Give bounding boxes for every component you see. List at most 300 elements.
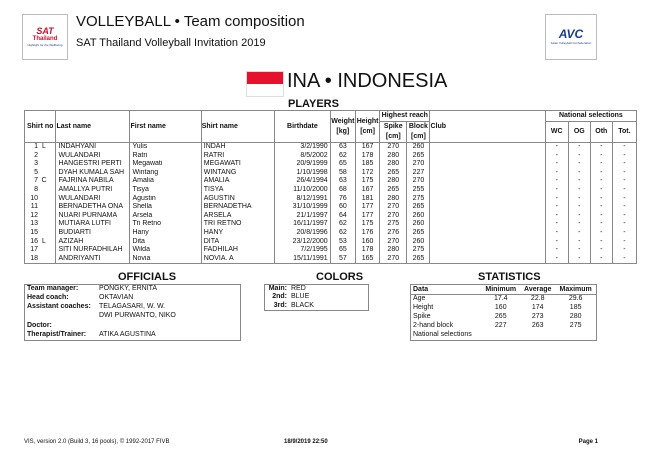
color-value: RED <box>291 285 306 292</box>
color-value: BLUE <box>291 293 310 301</box>
player-weight: 62 <box>330 152 355 161</box>
player-block: 265 <box>407 255 430 264</box>
players-heading: PLAYERS <box>288 98 339 110</box>
player-birthdate: 7/2/1995 <box>275 246 331 255</box>
stats-avg: 174 <box>531 304 544 312</box>
color-label: 2nd: <box>272 293 287 301</box>
player-height: 167 <box>356 186 380 195</box>
player-block: 270 <box>407 160 430 169</box>
player-tot: - <box>612 229 636 238</box>
player-shirt-no: 12 <box>30 211 38 219</box>
player-og: - <box>568 238 590 247</box>
player-shirt-no-cell <box>25 160 56 169</box>
colors-table <box>264 284 369 311</box>
table-row <box>25 212 637 221</box>
player-og: - <box>568 152 590 161</box>
player-weight: 53 <box>330 238 355 247</box>
col-last-name: Last name <box>56 111 130 143</box>
player-role: L <box>42 237 46 245</box>
player-shirt-name: WINTANG <box>201 169 274 178</box>
player-shirt-no: 3 <box>34 160 38 168</box>
event-subtitle: SAT Thailand Volleyball Invitation 2019 <box>76 37 266 49</box>
player-club <box>430 229 545 238</box>
player-shirt-name: TRI RETNO <box>201 220 274 229</box>
player-wc: - <box>545 143 568 152</box>
player-last-name: SITI NURFADHILAH <box>56 246 130 255</box>
player-shirt-no: 15 <box>30 228 38 236</box>
player-first-name: Dita <box>130 238 201 247</box>
player-oth: - <box>590 212 612 221</box>
player-weight: 65 <box>330 246 355 255</box>
player-block: 260 <box>407 238 430 247</box>
player-tot: - <box>612 160 636 169</box>
player-spike: 280 <box>380 177 407 186</box>
player-spike: 280 <box>380 195 407 204</box>
logo-left-line1: SAT <box>36 26 54 36</box>
col-club: Club <box>430 111 545 143</box>
player-last-name: ANDRIYANTI <box>56 255 130 264</box>
player-shirt-no-cell <box>25 152 56 161</box>
official-label: Head coach: <box>27 294 69 302</box>
player-wc: - <box>545 212 568 221</box>
players-table <box>24 110 637 264</box>
player-shirt-no: 11 <box>30 203 38 211</box>
player-first-name: Wilda <box>130 246 201 255</box>
official-label: Therapist/Trainer: <box>27 330 87 338</box>
player-last-name: FAJRINA NABILA <box>56 177 130 186</box>
player-wc: - <box>545 169 568 178</box>
player-oth: - <box>590 152 612 161</box>
player-club <box>430 255 545 264</box>
player-birthdate: 11/10/2000 <box>275 186 331 195</box>
player-first-name: Tisya <box>130 186 201 195</box>
player-birthdate: 8/5/2002 <box>275 152 331 161</box>
player-block: 270 <box>407 177 430 186</box>
official-label: Team manager: <box>27 285 79 292</box>
logo-left-line3: Highlight for the Wellbeing <box>27 43 63 47</box>
player-shirt-no-cell <box>25 195 56 204</box>
player-height: 178 <box>356 246 380 255</box>
player-height: 177 <box>356 212 380 221</box>
player-last-name: BUDIARTI <box>56 229 130 238</box>
player-shirt-name: AGUSTIN <box>201 195 274 204</box>
col-tot: Tot. <box>612 122 636 143</box>
col-height: Height [cm] <box>356 111 380 143</box>
player-shirt-name: HANY <box>201 229 274 238</box>
player-tot: - <box>612 177 636 186</box>
player-wc: - <box>545 203 568 212</box>
player-club <box>430 238 545 247</box>
sat-thailand-logo <box>22 14 68 60</box>
player-og: - <box>568 186 590 195</box>
official-row <box>25 312 241 321</box>
player-tot: - <box>612 212 636 221</box>
stats-avg <box>520 331 555 341</box>
player-shirt-no: 7 <box>34 177 38 185</box>
player-oth: - <box>590 169 612 178</box>
footer-page: Page 1 <box>578 439 598 445</box>
stats-row <box>411 331 597 341</box>
player-spike: 276 <box>380 229 407 238</box>
stats-col-header: Data <box>411 285 482 295</box>
stats-max: 280 <box>569 313 582 321</box>
official-value: TELAGASARI, W. W. <box>99 303 166 311</box>
player-birthdate: 23/12/2000 <box>275 238 331 247</box>
player-spike: 270 <box>380 255 407 264</box>
player-height: 167 <box>356 143 380 152</box>
player-shirt-no-cell <box>25 246 56 255</box>
officials-table <box>24 284 241 341</box>
color-label: 3rd: <box>273 301 287 309</box>
player-first-name: Agustin <box>130 195 201 204</box>
player-club <box>430 246 545 255</box>
player-wc: - <box>545 177 568 186</box>
player-oth: - <box>590 229 612 238</box>
player-tot: - <box>612 169 636 178</box>
player-last-name: DYAH KUMALA SAH <box>56 169 130 178</box>
player-spike: 265 <box>380 186 407 195</box>
stats-label: Height <box>413 304 434 312</box>
player-og: - <box>568 255 590 264</box>
color-label: Main: <box>268 285 287 292</box>
player-shirt-no: 18 <box>30 254 38 262</box>
stats-col-header: Average <box>520 285 555 295</box>
player-weight: 58 <box>330 169 355 178</box>
player-first-name: Yulis <box>130 143 201 152</box>
player-tot: - <box>612 220 636 229</box>
stats-avg: 273 <box>531 313 544 321</box>
player-oth: - <box>590 143 612 152</box>
player-birthdate: 21/1/1997 <box>275 212 331 221</box>
player-height: 185 <box>356 160 380 169</box>
player-shirt-no-cell <box>25 255 56 264</box>
player-shirt-name: INDAH <box>201 143 274 152</box>
player-og: - <box>568 160 590 169</box>
player-first-name: Wintang <box>130 169 201 178</box>
official-label: Doctor: <box>27 321 52 329</box>
player-weight: 60 <box>330 203 355 212</box>
stats-label: Spike <box>413 313 431 321</box>
player-birthdate: 16/11/1997 <box>275 220 331 229</box>
player-shirt-no-cell <box>25 238 56 247</box>
table-row <box>25 169 637 178</box>
footer-datetime: 18/9/2019 22:50 <box>284 439 328 445</box>
officials-heading: OFFICIALS <box>118 271 177 283</box>
stats-col-header: Minimum <box>481 285 520 295</box>
player-height: 172 <box>356 169 380 178</box>
player-shirt-name: DITA <box>201 238 274 247</box>
player-shirt-name: FADHILAH <box>201 246 274 255</box>
player-height: 181 <box>356 195 380 204</box>
player-tot: - <box>612 203 636 212</box>
player-height: 165 <box>356 255 380 264</box>
table-row <box>25 143 637 152</box>
player-wc: - <box>545 195 568 204</box>
player-tot: - <box>612 255 636 264</box>
player-last-name: WULANDARI <box>56 152 130 161</box>
table-row <box>25 220 637 229</box>
player-shirt-no-cell <box>25 220 56 229</box>
player-club <box>430 220 545 229</box>
player-block: 275 <box>407 246 430 255</box>
col-spike: Spike [cm] <box>380 122 407 143</box>
col-national-selections: National selections <box>545 111 636 122</box>
player-height: 175 <box>356 220 380 229</box>
player-shirt-no-cell <box>25 143 56 152</box>
table-row <box>25 203 637 212</box>
official-value <box>97 322 241 331</box>
color-value: BLACK <box>291 301 314 309</box>
player-club <box>430 143 545 152</box>
player-block: 255 <box>407 186 430 195</box>
col-shirt-no: Shirt no <box>25 111 56 143</box>
table-row <box>25 229 637 238</box>
player-height: 178 <box>356 152 380 161</box>
player-shirt-no: 8 <box>34 185 38 193</box>
player-shirt-no: 2 <box>34 151 38 159</box>
stats-label: 2-hand block <box>413 322 454 330</box>
player-wc: - <box>545 229 568 238</box>
player-weight: 62 <box>330 220 355 229</box>
player-club <box>430 212 545 221</box>
player-spike: 280 <box>380 152 407 161</box>
player-height: 175 <box>356 177 380 186</box>
player-first-name: Novia <box>130 255 201 264</box>
player-shirt-name: MEGAWATI <box>201 160 274 169</box>
color-row <box>265 293 369 301</box>
player-shirt-no-cell <box>25 177 56 186</box>
player-block: 260 <box>407 212 430 221</box>
player-spike: 265 <box>380 169 407 178</box>
player-birthdate: 15/11/1991 <box>275 255 331 264</box>
stats-row <box>411 313 597 322</box>
table-row <box>25 195 637 204</box>
col-og: OG <box>568 122 590 143</box>
stats-label: Age <box>413 295 426 303</box>
player-shirt-no-cell <box>25 186 56 195</box>
stats-min: 227 <box>494 322 507 330</box>
player-last-name: MUTIARA LUTFI <box>56 220 130 229</box>
player-og: - <box>568 220 590 229</box>
team-name: INA • INDONESIA <box>287 70 448 92</box>
player-shirt-name: TISYA <box>201 186 274 195</box>
stats-label: National selections <box>413 331 472 339</box>
player-oth: - <box>590 246 612 255</box>
player-first-name: Arsela <box>130 212 201 221</box>
player-tot: - <box>612 195 636 204</box>
player-og: - <box>568 143 590 152</box>
player-tot: - <box>612 186 636 195</box>
stats-avg: 263 <box>531 322 544 330</box>
player-birthdate: 20/8/1996 <box>275 229 331 238</box>
col-birthdate: Birthdate <box>275 111 331 143</box>
player-oth: - <box>590 195 612 204</box>
stats-min: 17.4 <box>493 295 508 303</box>
col-shirt-name: Shirt name <box>201 111 274 143</box>
logo-right-line1: AVC <box>558 27 584 41</box>
player-birthdate: 31/10/1999 <box>275 203 331 212</box>
player-wc: - <box>545 255 568 264</box>
flag-bottom-stripe <box>247 84 283 96</box>
official-value: OKTAVIAN <box>99 294 134 302</box>
page-title: VOLLEYBALL • Team composition <box>76 13 305 30</box>
player-wc: - <box>545 220 568 229</box>
logo-left-line2: Thailand <box>32 36 58 42</box>
col-block: Block [cm] <box>407 122 430 143</box>
player-og: - <box>568 203 590 212</box>
player-oth: - <box>590 186 612 195</box>
player-tot: - <box>612 246 636 255</box>
col-weight: Weight [kg] <box>330 111 355 143</box>
player-block: 260 <box>407 220 430 229</box>
flag-top-stripe <box>247 72 283 84</box>
indonesia-flag-icon <box>246 71 284 97</box>
player-shirt-name: NOVIA. A <box>201 255 274 264</box>
official-row <box>25 322 241 331</box>
player-last-name: WULANDARI <box>56 195 130 204</box>
stats-row <box>411 322 597 331</box>
player-og: - <box>568 229 590 238</box>
official-row <box>25 331 241 341</box>
player-first-name: Amalia <box>130 177 201 186</box>
player-birthdate: 20/9/1999 <box>275 160 331 169</box>
player-role: C <box>41 177 47 185</box>
player-shirt-no-cell <box>25 169 56 178</box>
stats-min: 160 <box>494 304 507 312</box>
official-value: ATIKA AGUSTINA <box>99 330 156 338</box>
official-row <box>25 294 241 303</box>
player-spike: 270 <box>380 143 407 152</box>
player-shirt-no: 1 <box>34 143 38 150</box>
table-row <box>25 246 637 255</box>
player-og: - <box>568 212 590 221</box>
player-weight: 63 <box>330 143 355 152</box>
player-spike: 280 <box>380 246 407 255</box>
player-wc: - <box>545 186 568 195</box>
official-value: DWI PURWANTO, NIKO <box>99 312 176 320</box>
player-shirt-no-cell <box>25 203 56 212</box>
player-oth: - <box>590 255 612 264</box>
player-first-name: Megawati <box>130 160 201 169</box>
player-og: - <box>568 246 590 255</box>
player-tot: - <box>612 152 636 161</box>
player-og: - <box>568 195 590 204</box>
player-weight: 68 <box>330 186 355 195</box>
player-height: 160 <box>356 238 380 247</box>
player-shirt-name: AMALIA <box>201 177 274 186</box>
player-oth: - <box>590 203 612 212</box>
player-oth: - <box>590 177 612 186</box>
player-birthdate: 8/12/1991 <box>275 195 331 204</box>
stats-min <box>481 331 520 341</box>
player-club <box>430 160 545 169</box>
player-club <box>430 177 545 186</box>
player-shirt-name: ARSELA <box>201 212 274 221</box>
player-last-name: AZIZAH <box>56 238 130 247</box>
player-spike: 270 <box>380 238 407 247</box>
player-oth: - <box>590 220 612 229</box>
player-spike: 270 <box>380 203 407 212</box>
color-row <box>265 302 369 311</box>
player-weight: 62 <box>330 229 355 238</box>
official-row <box>25 285 241 295</box>
stats-max: 185 <box>569 304 582 312</box>
player-weight: 64 <box>330 212 355 221</box>
player-first-name: Hany <box>130 229 201 238</box>
player-height: 177 <box>356 203 380 212</box>
stats-max <box>555 331 596 341</box>
player-block: 265 <box>407 203 430 212</box>
stats-col-header: Maximum <box>555 285 596 295</box>
stats-max: 275 <box>569 322 582 330</box>
player-first-name: Shella <box>130 203 201 212</box>
player-club <box>430 186 545 195</box>
colors-heading: COLORS <box>316 271 364 283</box>
player-shirt-no: 5 <box>34 168 38 176</box>
player-wc: - <box>545 238 568 247</box>
player-birthdate: 3/2/1990 <box>275 143 331 152</box>
player-block: 260 <box>407 143 430 152</box>
statistics-table <box>410 284 597 341</box>
table-row <box>25 186 637 195</box>
player-weight: 57 <box>330 255 355 264</box>
col-oth: Oth <box>590 122 612 143</box>
table-row <box>25 177 637 186</box>
player-spike: 275 <box>380 220 407 229</box>
statistics-heading: STATISTICS <box>478 271 541 283</box>
player-shirt-no: 10 <box>30 194 38 202</box>
official-label <box>25 312 98 321</box>
player-club <box>430 169 545 178</box>
player-shirt-no-cell <box>25 212 56 221</box>
player-shirt-no: 16 <box>30 237 38 245</box>
official-label: Assistant coaches: <box>27 303 91 311</box>
player-height: 176 <box>356 229 380 238</box>
col-highest-reach: Highest reach <box>380 111 430 122</box>
player-wc: - <box>545 246 568 255</box>
player-block: 227 <box>407 169 430 178</box>
player-first-name: Tri Retno <box>130 220 201 229</box>
player-spike: 280 <box>380 160 407 169</box>
player-block: 265 <box>407 229 430 238</box>
player-role: L <box>42 143 46 150</box>
player-weight: 63 <box>330 177 355 186</box>
player-oth: - <box>590 160 612 169</box>
player-last-name: BERNADETHA ONA <box>56 203 130 212</box>
stats-row <box>411 304 597 313</box>
stats-row <box>411 295 597 305</box>
player-first-name: Ratri <box>130 152 201 161</box>
player-club <box>430 195 545 204</box>
col-first-name: First name <box>130 111 201 143</box>
player-club <box>430 152 545 161</box>
player-shirt-no-cell <box>25 229 56 238</box>
player-last-name: HANGESTRI PERTI <box>56 160 130 169</box>
player-tot: - <box>612 238 636 247</box>
table-row <box>25 160 637 169</box>
player-last-name: INDAHYANI <box>56 143 130 152</box>
player-weight: 76 <box>330 195 355 204</box>
official-row <box>25 303 241 312</box>
player-og: - <box>568 177 590 186</box>
player-block: 275 <box>407 195 430 204</box>
player-block: 265 <box>407 152 430 161</box>
stats-max: 29.6 <box>568 295 583 303</box>
player-weight: 65 <box>330 160 355 169</box>
player-birthdate: 1/10/1998 <box>275 169 331 178</box>
logo-right-line2: Asian Volleyball Confederation <box>550 41 592 45</box>
player-wc: - <box>545 152 568 161</box>
